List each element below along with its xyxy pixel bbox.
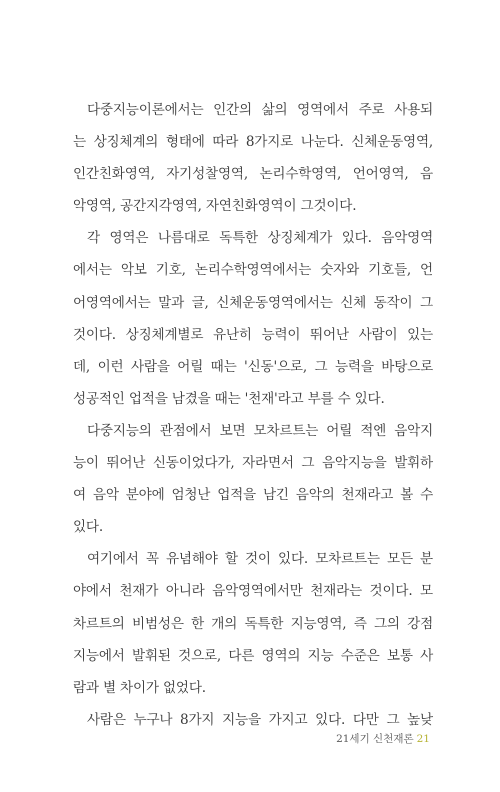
- text-line: 인간친화영역, 자기성찰영역, 논리수학영역, 언어영역, 음: [73, 166, 433, 183]
- text-line: 에서는 악보 기호, 논리수학영역에서는 숫자와 기호들, 언: [73, 262, 433, 279]
- text-line: 는 상징체계의 형태에 따라 8가지로 나눈다. 신체운동영역,: [73, 134, 433, 151]
- text-line: 차르트의 비범성은 한 개의 독특한 지능영역, 즉 그의 강점: [73, 615, 433, 632]
- text-line: 것이다. 상징체계별로 유난히 능력이 뛰어난 사람이 있는: [73, 326, 433, 343]
- text-line: 다중지능의 관점에서 보면 모차르트는 어릴 적엔 음악지: [87, 422, 433, 439]
- text-line: 여기에서 꼭 유념해야 할 것이 있다. 모차르트는 모든 분: [87, 551, 433, 568]
- text-line: 있다.: [73, 519, 103, 536]
- text-line: 성공적인 업적을 남겼을 때는 '천재'라고 부를 수 있다.: [73, 390, 385, 407]
- text-line: 람과 별 차이가 없었다.: [73, 679, 206, 696]
- text-line: 야에서 천재가 아니라 음악영역에서만 천재라는 것이다. 모: [73, 583, 433, 600]
- text-line: 사람은 누구나 8가지 지능을 가지고 있다. 다만 그 높낮: [87, 711, 433, 728]
- text-line: 지능에서 발휘된 것으로, 다른 영역의 지능 수준은 보통 사: [73, 647, 433, 664]
- text-line: 다중지능이론에서는 인간의 삶의 영역에서 주로 사용되: [87, 102, 433, 118]
- text-line: 악영역, 공간지각영역, 자연친화영역이 그것이다.: [73, 198, 357, 215]
- text-line: 어영역에서는 말과 글, 신체운동영역에서는 신체 동작이 그: [73, 294, 433, 311]
- text-line: 능이 뛰어난 신동이었다가, 자라면서 그 음악지능을 발휘하: [73, 455, 433, 472]
- page-number: 21: [416, 733, 430, 745]
- text-line: 각 영역은 나름대로 독특한 상징체계가 있다. 음악영역: [87, 230, 433, 247]
- text-line: 데, 이런 사람을 어릴 때는 '신동'으로, 그 능력을 바탕으로: [73, 358, 433, 375]
- running-title: 21세기 신천재론: [336, 733, 414, 745]
- body-text: [73, 94, 433, 736]
- text-line: 여 음악 분야에 엄청난 업적을 남긴 음악의 천재라고 볼 수: [73, 487, 433, 504]
- page-footer: [300, 731, 430, 746]
